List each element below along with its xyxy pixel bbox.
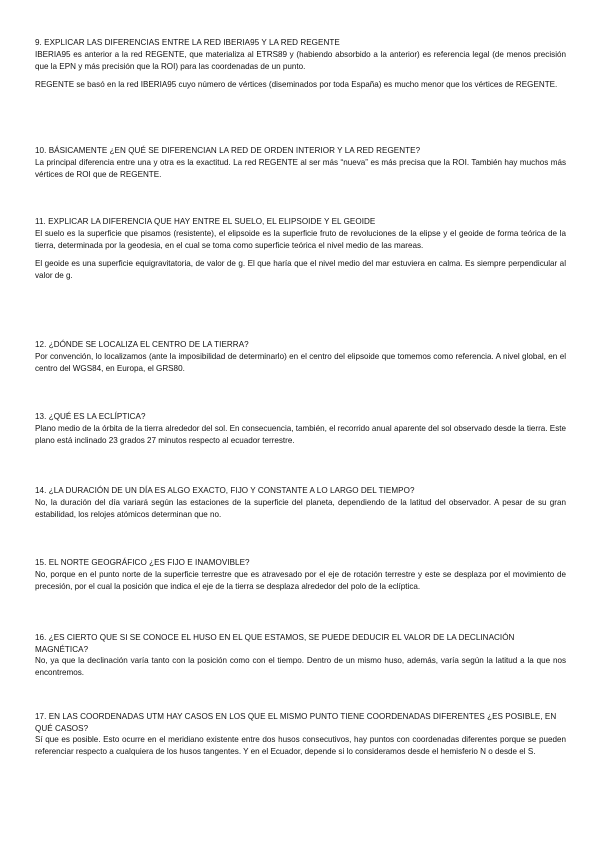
section-paragraph: La principal diferencia entre una y otra es la exactitud. La red REGENTE al ser más “nueva” es más precisa que la ROI. También hay muchos más vértices de ROI que de REGENTE.: [35, 157, 566, 179]
section-12: [35, 339, 566, 375]
section-heading: 9. EXPLICAR LAS DIFERENCIAS ENTRE LA RED IBERIA95 Y LA RED REGENTE: [35, 38, 340, 47]
section-heading: 16. ¿ES CIERTO QUE SI SE CONOCE EL HUSO EN EL QUE ESTAMOS, SE PUEDE DEDUCIR EL VALOR DE LA DECLINACIÓN MAGNÉTICA?: [35, 633, 515, 654]
section-paragraph: IBERIA95 es anterior a la red REGENTE, que materializa al ETRS89 y (habiendo absorbido a la anterior) es referencia legal (de menos precisión que la EPN y más precisión que la ROI) para las coordenadas de un punto.: [35, 49, 566, 71]
section-15: [35, 557, 566, 593]
section-paragraph: No, la duración del día variará según las estaciones de la superficie del planeta, dependiendo de la latitud del observador. A pesar de su gran estabilidad, los relojes atómicos determinan que no.: [35, 497, 566, 519]
section-paragraph: El geoide es una superficie equigravitatoria, de valor de g. El que haría que el nivel medio del mar estuviera en calma. Es siempre perpendicular al valor de g.: [35, 258, 566, 281]
section-paragraph: Plano medio de la órbita de la tierra alrededor del sol. En consecuencia, también, el recorrido anual aparente del sol observado desde la tierra. Este plano está inclinado 23 grados 27 minutos respecto al ecuador terrestre.: [35, 423, 566, 445]
section-heading: 10. BÁSICAMENTE ¿EN QUÉ SE DIFERENCIAN LA RED DE ORDEN INTERIOR Y LA RED REGENTE?: [35, 146, 421, 155]
section-paragraph: Sí que es posible. Esto ocurre en el meridiano existente entre dos husos consecutivos, hay puntos con coordenadas diferentes porque se pueden referenciar respecto a cualquiera de los husos tangentes. Y en el Ecuador, depende si lo consideramos desde el hemisferio N o desde el S.: [35, 735, 566, 757]
section-14: [35, 485, 566, 521]
section-10: [35, 145, 566, 181]
section-heading: 15. EL NORTE GEOGRÁFICO ¿ES FIJO E INAMOVIBLE?: [35, 558, 250, 567]
section-9: [35, 37, 566, 91]
section-heading: 17. EN LAS COORDENADAS UTM HAY CASOS EN LOS QUE EL MISMO PUNTO TIENE COORDENADAS DIFERENTES ¿ES POSIBLE, EN QUÉ CASOS?: [35, 712, 557, 733]
section-11: [35, 216, 566, 282]
section-heading: 11. EXPLICAR LA DIFERENCIA QUE HAY ENTRE EL SUELO, EL ELIPSOIDE Y EL GEOIDE: [35, 217, 376, 226]
section-17: [35, 711, 566, 758]
section-heading: 12. ¿DÓNDE SE LOCALIZA EL CENTRO DE LA TIERRA?: [35, 340, 249, 349]
section-paragraph: No, porque en el punto norte de la superficie terrestre que es atravesado por el eje de rotación terrestre y este se desplaza por el movimiento de precesión, por el cual la posición que indica el eje de la tierra se desplaza alrededor del polo de la eclíptica.: [35, 569, 566, 591]
section-heading: 14. ¿LA DURACIÓN DE UN DÍA ES ALGO EXACTO, FIJO Y CONSTANTE A LO LARGO DEL TIEMPO?: [35, 486, 415, 495]
section-16: [35, 632, 566, 679]
section-13: [35, 411, 566, 447]
section-paragraph: Por convención, lo localizamos (ante la imposibilidad de determinarlo) en el centro del elipsoide que tomemos como referencia. A nivel global, en el centro del WGS84, en Europa, el GRS80.: [35, 351, 566, 373]
section-paragraph: REGENTE se basó en la red IBERIA95 cuyo número de vértices (diseminados por toda España) es mucho menor que los vértices de REGENTE.: [35, 79, 558, 89]
section-paragraph: No, ya que la declinación varía tanto con la posición como con el tiempo. Dentro de un mismo huso, además, varía según la latitud a la que nos encontremos.: [35, 656, 566, 678]
section-paragraph: El suelo es la superficie que pisamos (resistente), el elipsoide es la superficie fruto de revoluciones de la elipse y el geoide de forma teórica de la tierra, determinada por la geodesia, en el cual se toma como superficie teórica el nivel medio de las mareas.: [35, 228, 566, 250]
section-heading: 13. ¿QUÉ ES LA ECLÍPTICA?: [35, 412, 146, 421]
